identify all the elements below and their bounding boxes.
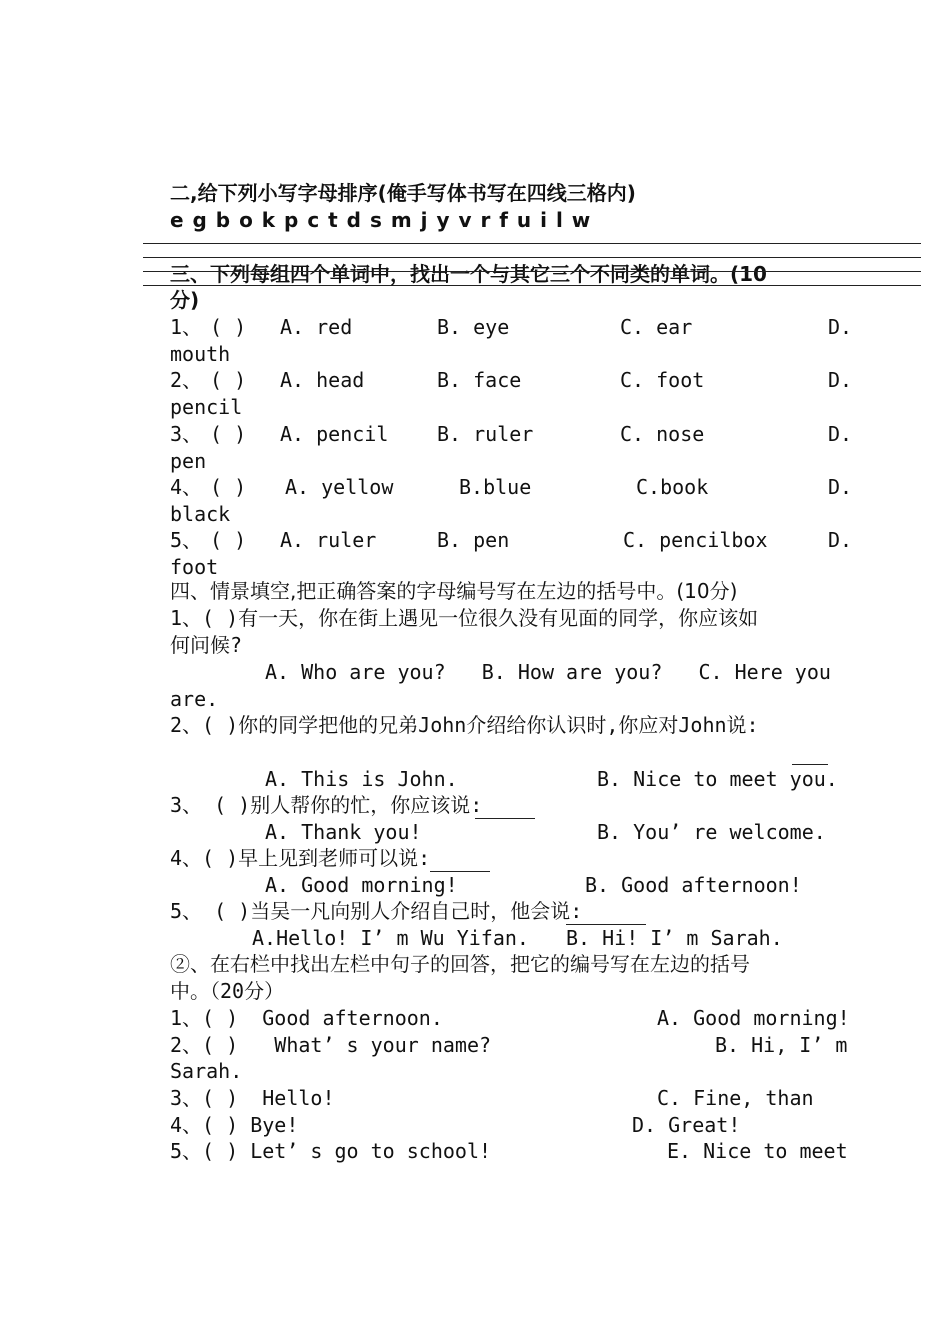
- s4-q4-option-b: B. Good afternoon!: [585, 873, 802, 897]
- s3-q4-paren: ( ): [210, 474, 247, 499]
- s3-q1-option-b: B. eye: [437, 315, 510, 339]
- grid-line-2: [143, 257, 921, 258]
- s3-q5-option-c: C. pencilbox: [623, 528, 768, 553]
- s3-q4-option-a: A. yellow: [285, 474, 394, 499]
- s3-q2-option-b: B. face: [437, 368, 522, 393]
- s3-q2-option-a: A. head: [280, 368, 365, 393]
- grid-line-3: [143, 271, 921, 272]
- s5-right-a: A. Good morning!: [657, 1006, 850, 1030]
- section5-title-line1: ②、在右栏中找出左栏中句子的回答，把它的编号写在左边的括号: [170, 952, 750, 976]
- grid-line-1: [143, 243, 921, 244]
- s4-q2-line: 2、( )你的同学把他的兄弟John介绍给你认识时,你应对John说:: [170, 713, 759, 737]
- s3-q5-option-a: A. ruler: [280, 528, 377, 553]
- s4-q5-option-b: B. Hi! I’ m Sarah.: [566, 926, 783, 950]
- s4-q5-line: 5、 ( )当吴一凡向别人介绍自己时，他会说:: [170, 899, 583, 923]
- s4-q4-option-a: A. Good morning!: [265, 873, 458, 897]
- s5-right-d: D. Great!: [632, 1113, 741, 1137]
- s3-q5-option-d: D.: [828, 528, 853, 553]
- section4-title: 四、情景填空,把正确答案的字母编号写在左边的括号中。(10分): [170, 579, 738, 603]
- s4-q3-option-b: B. You’ re welcome.: [597, 820, 826, 844]
- s5-right-b: B. Hi, I’ m: [715, 1033, 848, 1057]
- s3-q2-option-c: C. foot: [620, 368, 705, 393]
- s4-q4-line: 4、( )早上见到老师可以说:: [170, 846, 431, 870]
- s3-q1-option-c: C. ear: [620, 315, 693, 339]
- s3-q3-option-b: B. ruler: [437, 421, 534, 446]
- s3-q2-option-d: D.: [828, 368, 853, 393]
- s3-q1-paren: ( ): [210, 315, 247, 339]
- s3-q3-option-a: A. pencil: [280, 421, 389, 446]
- s3-q4-option-b: B.blue: [459, 474, 532, 499]
- s3-q5-num: 5、: [170, 528, 203, 553]
- s4-q1-wrap: are.: [170, 687, 219, 711]
- section5-title-line2: 中。（20分）: [170, 979, 285, 1003]
- s5-left-1: 1、( ) Good afternoon.: [170, 1006, 443, 1030]
- s3-q2-option-d-text: pencil: [170, 395, 243, 420]
- letters-line: e g b o k p c t d s m j y v r f u i l w: [170, 208, 592, 232]
- s3-q4-option-d-text: black: [170, 501, 231, 526]
- s4-q1-options: A. Who are you? B. How are you? C. Here you: [265, 660, 831, 684]
- s4-q5-option-a: A.Hello! I’ m Wu Yifan.: [252, 926, 529, 950]
- s4-q3-line: 3、 ( )别人帮你的忙，你应该说:: [170, 793, 483, 817]
- s5-left-5: 5、( ) Let’ s go to school!: [170, 1139, 492, 1163]
- s3-q3-paren: ( ): [210, 421, 247, 446]
- q2-blank: [792, 764, 828, 765]
- s3-q1-num: 1、: [170, 315, 203, 339]
- s3-q3-option-d-text: pen: [170, 448, 207, 473]
- s3-q3-option-c: C. nose: [620, 421, 705, 446]
- s3-q3-num: 3、: [170, 421, 203, 446]
- s4-q2-option-b: B. Nice to meet you.: [597, 767, 838, 791]
- q3-blank: [475, 818, 535, 819]
- s3-q1-option-d-text: mouth: [170, 342, 231, 366]
- s3-q2-num: 2、: [170, 368, 203, 393]
- s3-q1-option-a: A. red: [280, 315, 353, 339]
- s5-right-e: E. Nice to meet: [667, 1139, 848, 1163]
- s3-q2-paren: ( ): [210, 368, 247, 393]
- s4-q2-option-a: A. This is John.: [265, 767, 458, 791]
- s5-wrap-2: Sarah.: [170, 1059, 243, 1083]
- s4-q1-line2: 何问候?: [170, 633, 243, 657]
- s5-left-2: 2、( ) What’ s your name?: [170, 1033, 492, 1057]
- s3-q4-option-d: D.: [828, 474, 853, 499]
- s5-left-4: 4、( ) Bye!: [170, 1113, 299, 1137]
- s3-q5-option-b: B. pen: [437, 528, 510, 553]
- s4-q1-line1: 1、( )有一天，你在街上遇见一位很久没有见面的同学，你应该如: [170, 606, 759, 630]
- s5-right-c: C. Fine, than: [657, 1086, 814, 1110]
- section3-title-line2: 分): [170, 288, 200, 312]
- s3-q3-option-d: D.: [828, 421, 853, 446]
- s3-q5-paren: ( ): [210, 528, 247, 553]
- s5-left-3: 3、( ) Hello!: [170, 1086, 335, 1110]
- s3-q4-option-c: C.book: [636, 474, 709, 499]
- section2-title: 二,给下列小写字母排序(俺手写体书写在四线三格内): [170, 181, 636, 205]
- s4-q3-option-a: A. Thank you!: [265, 820, 422, 844]
- s3-q4-num: 4、: [170, 474, 203, 499]
- section3-title-line1: 三、下列每组四个单词中，找出一个与其它三个不同类的单词。(10: [170, 262, 767, 286]
- s3-q5-option-d-text: foot: [170, 555, 219, 580]
- s3-q1-option-d: D.: [828, 315, 853, 339]
